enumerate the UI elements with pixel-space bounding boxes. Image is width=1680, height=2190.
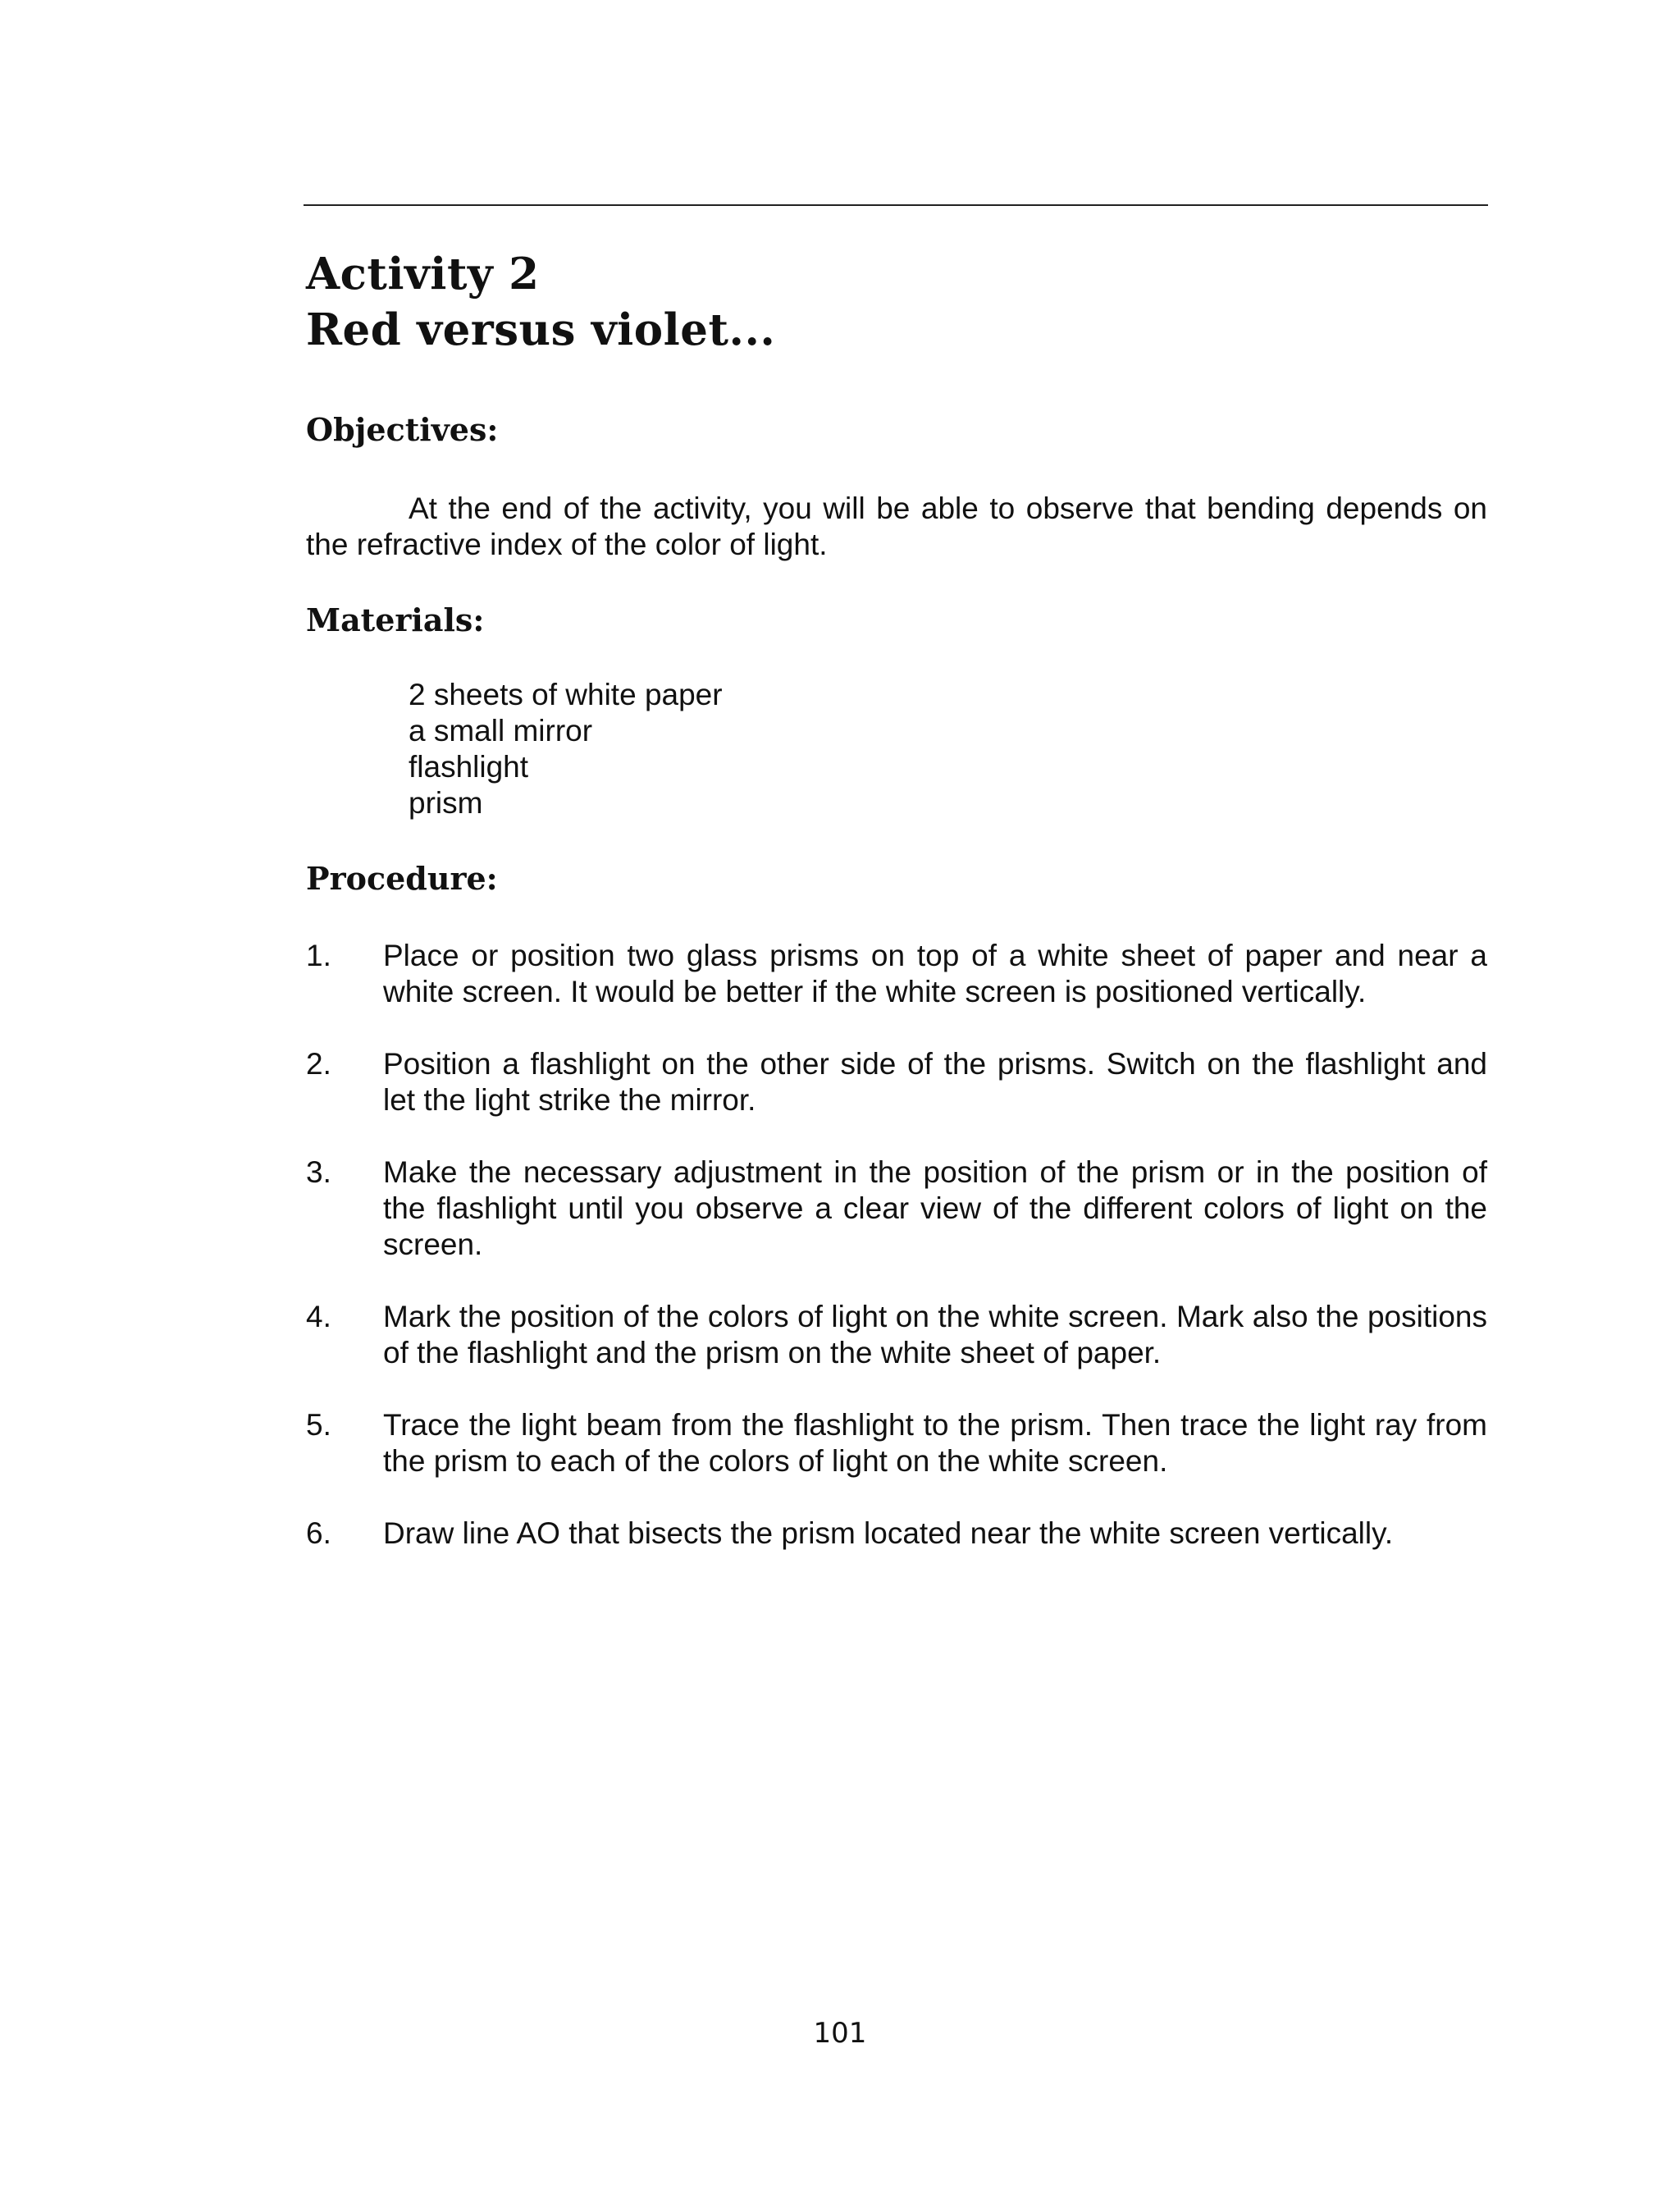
procedure-step xyxy=(306,938,1487,1010)
procedure-heading: Procedure: xyxy=(306,860,498,897)
materials-heading: Materials: xyxy=(306,601,485,638)
step-text: Mark the position of the colors of light on the white screen. Mark also the positions of the flashlight and the prism on the white sheet of paper. xyxy=(383,1300,1487,1369)
step-text: Position a flashlight on the other side of the prisms. Switch on the flashlight and let the light strike the mirror. xyxy=(383,1047,1487,1117)
step-number: 6. xyxy=(306,1516,331,1550)
material-item: a small mirror xyxy=(409,714,593,748)
material-item: 2 sheets of white paper xyxy=(409,678,723,711)
step-number: 4. xyxy=(306,1300,331,1333)
activity-content xyxy=(306,246,1487,1588)
procedure-step xyxy=(306,1407,1487,1479)
procedure-step xyxy=(306,1516,1487,1552)
procedure-list xyxy=(306,938,1487,1552)
procedure-step xyxy=(306,1154,1487,1263)
step-number: 3. xyxy=(306,1155,331,1189)
header-rule xyxy=(304,204,1488,206)
activity-number: Activity 2 xyxy=(306,249,540,299)
step-text: Trace the light beam from the flashlight to the prism. Then trace the light ray from the prism to each of the colors of light on the white screen. xyxy=(383,1408,1487,1478)
material-item: flashlight xyxy=(409,750,529,784)
page-number: 101 xyxy=(813,2017,867,2050)
step-number: 2. xyxy=(306,1047,331,1081)
step-number: 1. xyxy=(306,939,331,972)
materials-list xyxy=(306,677,1487,821)
activity-name: Red versus violet... xyxy=(306,304,776,355)
material-item: prism xyxy=(409,786,483,820)
step-text: Place or position two glass prisms on top of a white sheet of paper and near a white screen. It would be better if the white screen is positioned vertically. xyxy=(383,939,1487,1008)
step-text: Draw line AO that bisects the prism located near the white screen vertically. xyxy=(383,1516,1394,1550)
procedure-step xyxy=(306,1046,1487,1118)
step-text: Make the necessary adjustment in the position of the prism or in the position of the flashlight until you observe a clear view of the different colors of light on the screen. xyxy=(383,1155,1487,1261)
activity-title xyxy=(306,246,1487,358)
objectives-heading: Objectives: xyxy=(306,411,499,448)
step-number: 5. xyxy=(306,1408,331,1442)
objectives-text: At the end of the activity, you will be able to observe that bending depends on the refractive index of the color of light. xyxy=(306,491,1487,561)
procedure-step xyxy=(306,1299,1487,1371)
